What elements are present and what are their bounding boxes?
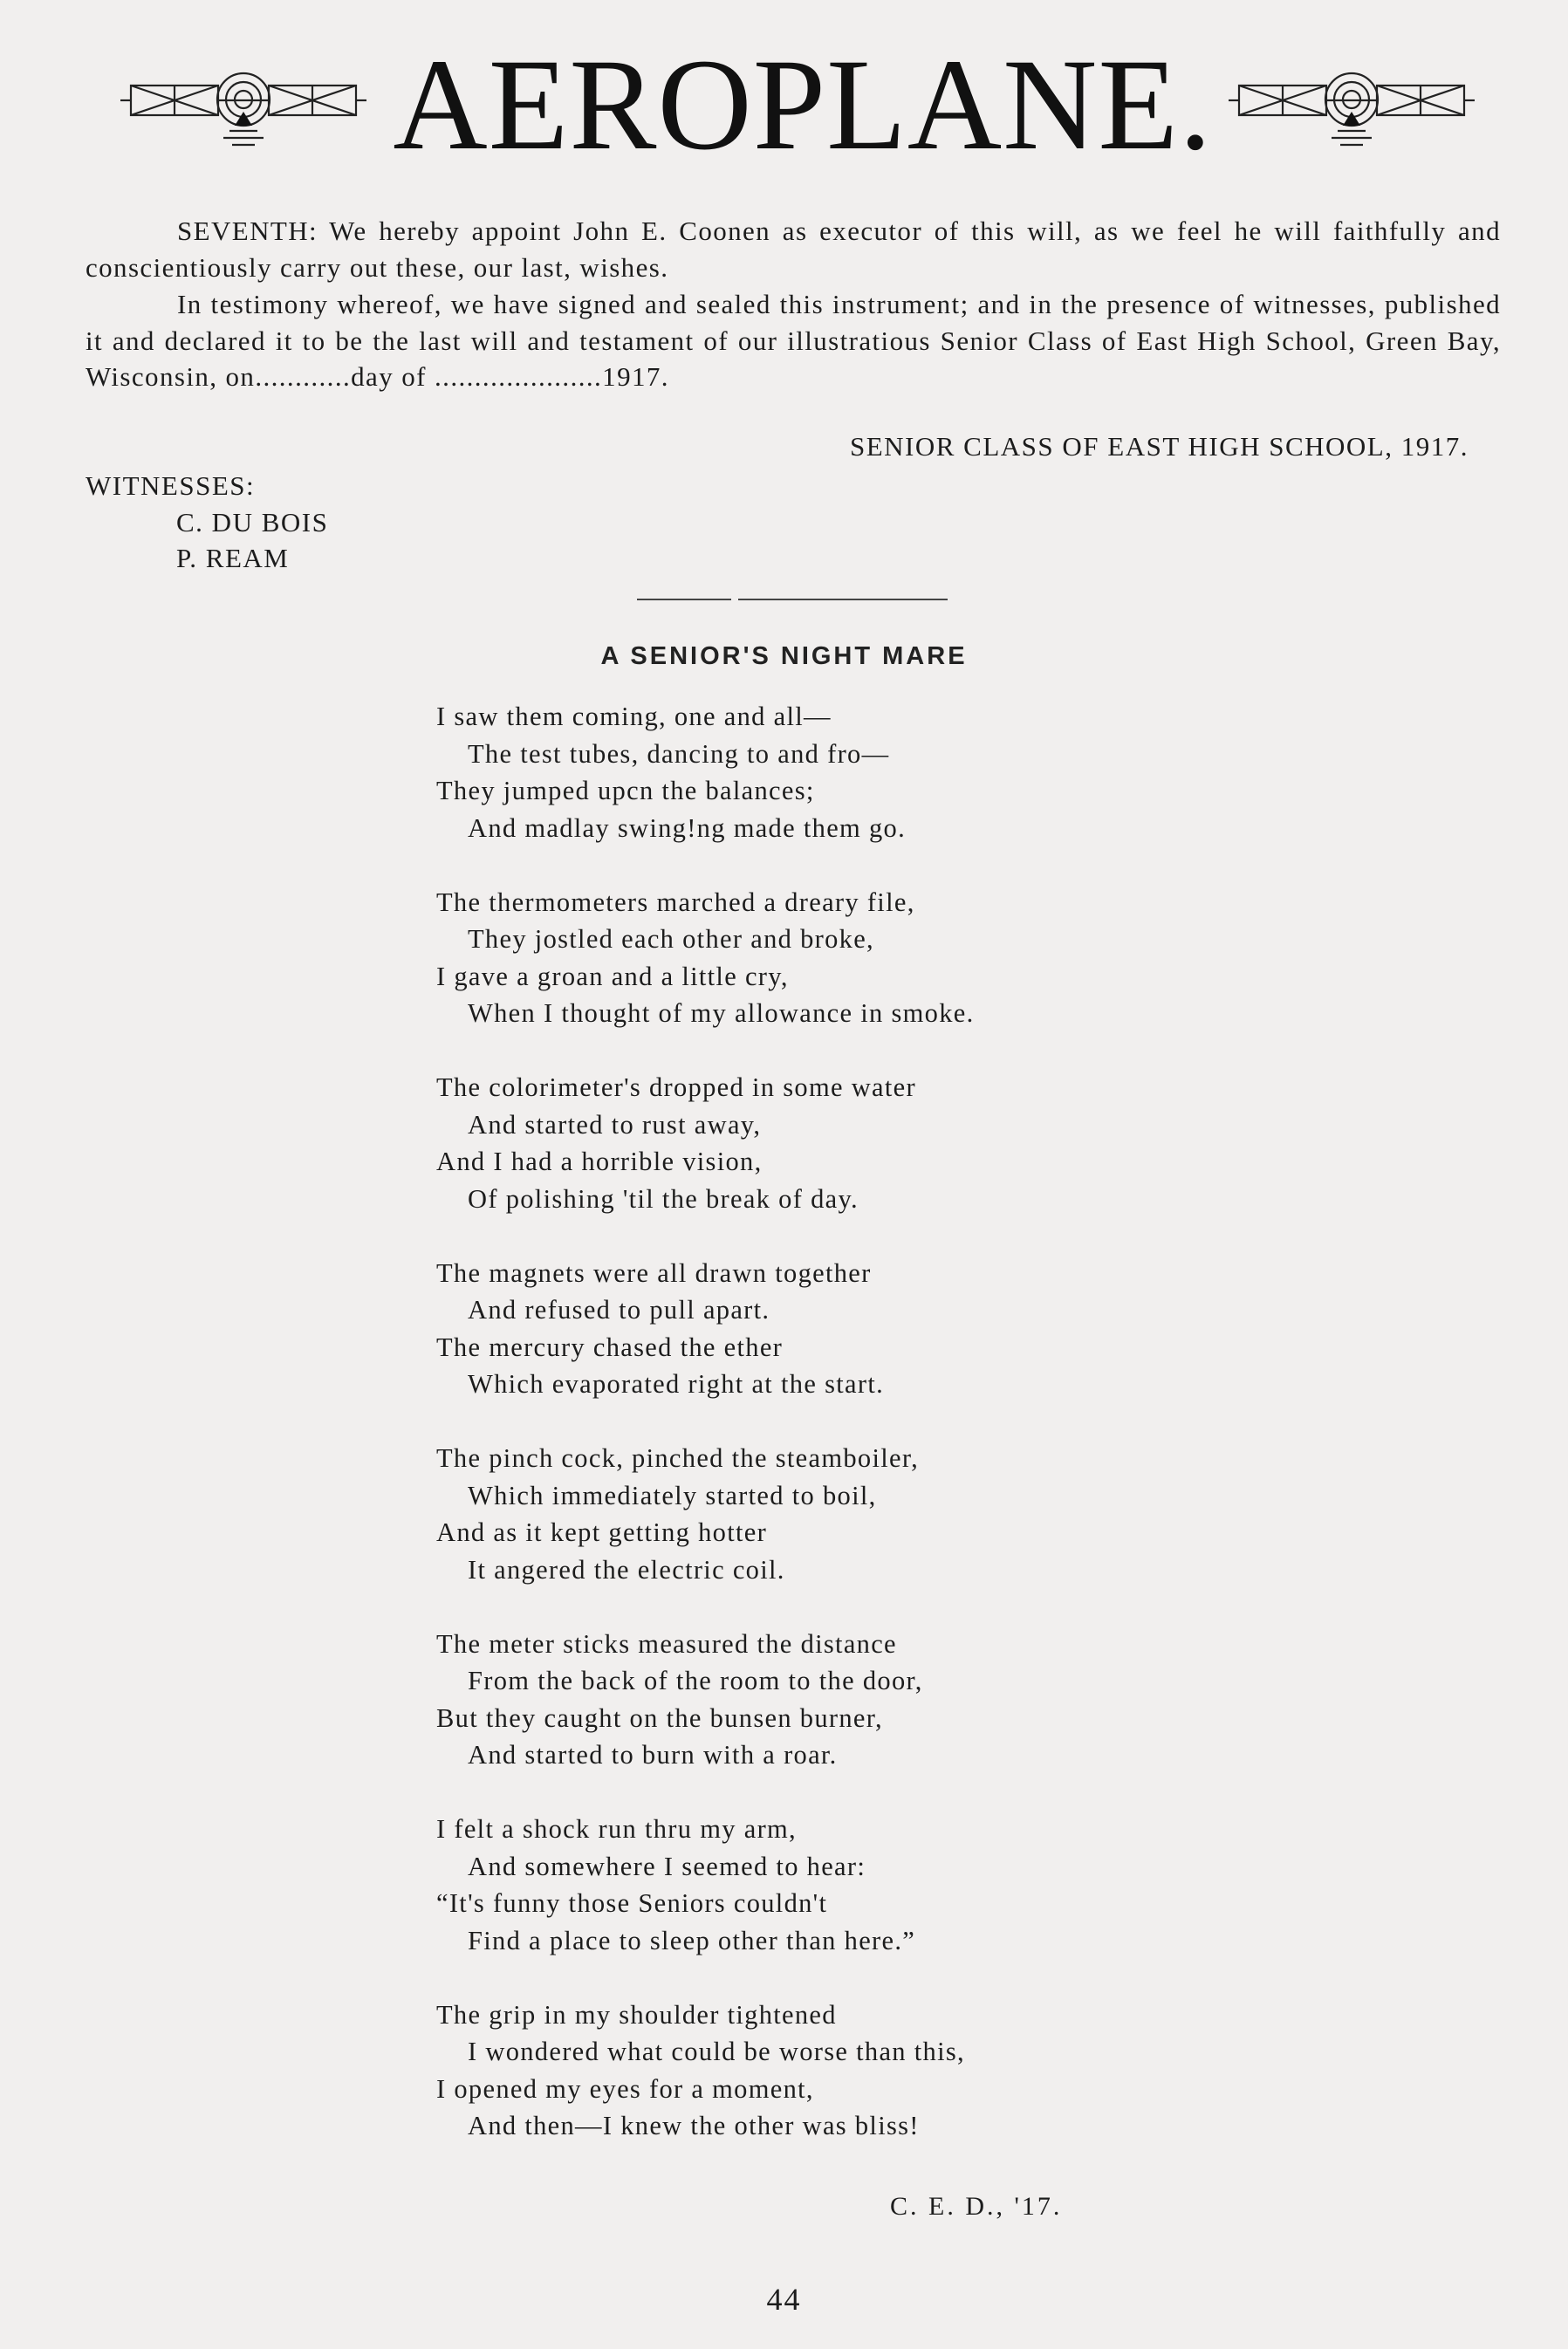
poem-line: And somewhere I seemed to hear: [468,1851,866,1881]
poem-line: They jostled each other and broke, [468,924,874,954]
stanza [436,1996,975,2145]
divider-rule [738,599,948,600]
poem-byline: C. E. D., '17. [890,2192,1063,2221]
stanza [436,884,975,1032]
poem-line: The magnets were all drawn together [436,1257,872,1288]
masthead-title: AEROPLANE. [393,32,1213,177]
poem-line: I opened my eyes for a moment, [436,2073,814,2104]
stanza [436,698,975,846]
biplane-icon [120,65,366,152]
stanza [436,1069,975,1217]
witness-name: P. REAM [176,543,290,573]
poem-line: They jumped upcn the balances; [436,776,815,805]
poem-line: “It's funny those Seniors couldn't [436,1888,828,1918]
poem-line: The test tubes, dancing to and fro— [468,738,890,769]
poem-line: The meter sticks measured the distance [436,1628,897,1659]
poem-line: The thermometers marched a dreary file, [436,887,915,917]
poem-line: And then—I knew the other was bliss! [468,2111,920,2140]
page-number: 44 [766,2282,802,2317]
poem-line: Which evaporated right at the start. [468,1369,885,1399]
stanza [436,1626,975,1774]
poem-line: And refused to pull apart. [468,1295,770,1325]
poem-line: The pinch cock, pinched the steamboiler, [436,1443,920,1473]
poem-line: And as it kept getting hotter [436,1517,768,1547]
biplane-icon [1229,65,1475,152]
poem-line: Of polishing 'til the break of day. [468,1183,859,1214]
witness-name: C. DU BOIS [176,506,329,538]
poem-line: And started to rust away, [468,1109,762,1140]
will-paragraph-testimony: In testimony whereof, we have signed and sealed this instrument; and in the presence of witnesses, published it and declared it to be the last will and testament of our illustratious Senior Class of East High School, Green Bay, Wisconsin, on............day of .....................1917. [86,289,1501,392]
poem-line: I felt a shock run thru my arm, [436,1814,797,1844]
poem-line: From the back of the room to the door, [468,1666,923,1695]
divider-rule [637,599,731,600]
stanza [436,1440,975,1588]
poem-line: Find a place to sleep other than here.” [468,1925,916,1955]
poem-line: The mercury chased the ether [436,1332,784,1362]
poem-line: And started to burn with a roar. [468,1740,838,1770]
poem-line: I saw them coming, one and all— [436,702,832,731]
stanza [436,1811,975,1959]
witnesses-label: WITNESSES: [86,470,256,501]
poem-line: When I thought of my allowance in smoke. [468,998,975,1028]
will-paragraph-seventh: SEVENTH: We hereby appoint John E. Coonen as executor of this will, as we feel he will faithfully and conscientiously carry out these, our last, wishes. [86,216,1501,283]
poem-line: The colorimeter's dropped in some water [436,1072,916,1102]
poem-line: But they caught on the bunsen burner, [436,1702,883,1733]
class-signature: SENIOR CLASS OF EAST HIGH SCHOOL, 1917. [849,431,1469,462]
poem-line: And madlay swing!ng made them go. [468,812,907,843]
poem-line: I gave a groan and a little cry, [436,961,789,991]
masthead [0,32,1568,177]
poem-line: The grip in my shoulder tightened [436,1999,837,2030]
poem-body [436,698,975,2181]
poem-line: I wondered what could be worse than this, [468,2037,965,2066]
poem-line: It angered the electric coil. [468,1554,785,1585]
stanza [436,1255,975,1403]
witnesses [86,468,328,577]
poem-title: A SENIOR'S NIGHT MARE [600,642,968,670]
poem-line: And I had a horrible vision, [436,1147,763,1176]
poem-line: Which immediately started to boil, [468,1480,877,1510]
